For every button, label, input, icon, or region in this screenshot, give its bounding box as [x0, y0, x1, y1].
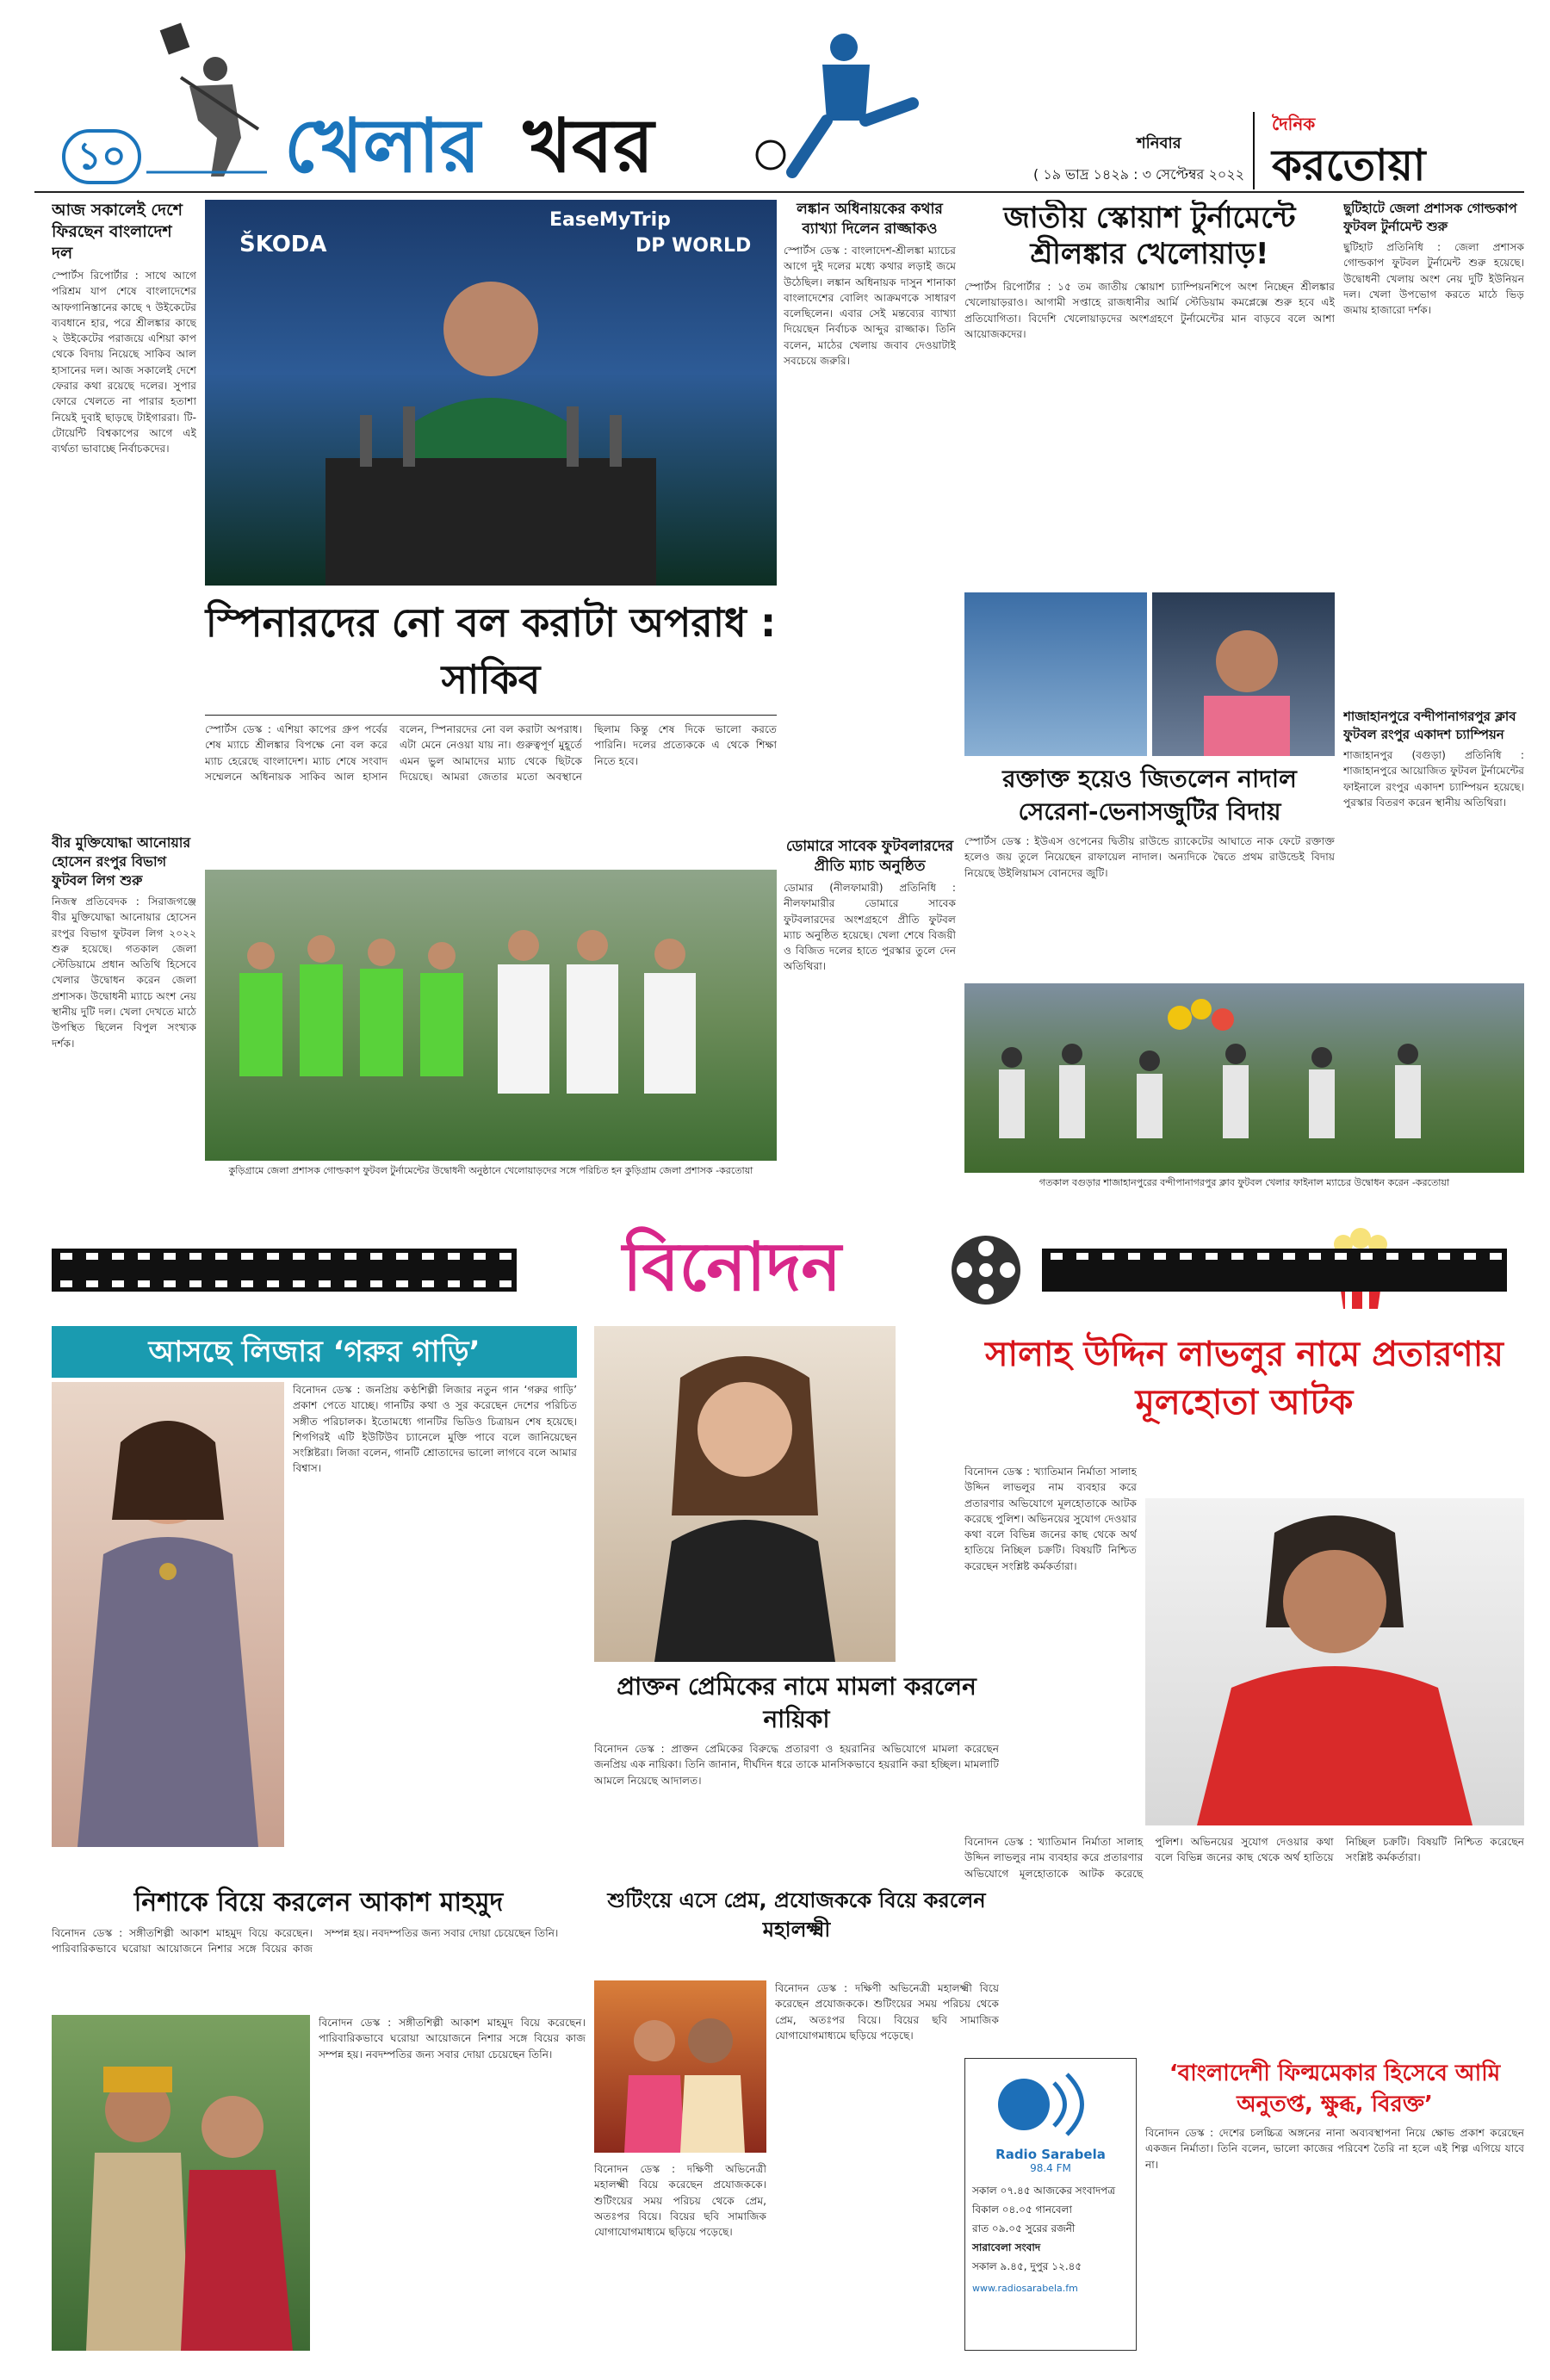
mahalakshmi-body-2: বিনোদন ডেস্ক : দক্ষিণী অভিনেত্রী মহালক্ষ্মী বিয়ে করেছেন প্রযোজককে। শুটিংয়ের সময় পরিচয় থেকে প্রেম, অতঃপর বিয়ে। বিয়ের ছবি সামাজিক যোগাযোগমাধ্যমে ছড়িয়ে পড়েছে।: [594, 2163, 766, 2239]
article-domar-match: ডোমারে সাবেক ফুটবলারদের প্রীতি ম্যাচ অনুষ্ঠিত ডোমার (নীলফামারী) প্রতিনিধি : নীলফামারীর ডোমারে সাবেক ফুটবলারদের অংশগ্রহণে প্রীতি ফুটবল ম্যাচ অনুষ্ঠিত হয়েছে। খেলা শেষে বিজয়ী ও বিজিত দলের হাতে পুরস্কার তুলে দেন অতিথিরা।: [784, 838, 956, 973]
article-filmmaker: ‘বাংলাদেশী ফিল্মমেকার হিসেবে আমি অনুতপ্ত, ক্ষুব্ধ, বিরক্ত’ বিনোদন ডেস্ক : দেশের চলচ্চিত্র অঙ্গনের নানা অব্যবস্থাপনা নিয়ে ক্ষোভ প্রকাশ করেছেন একজন নির্মাতা। তিনি বলেন, ভালো কাজের পরিবেশ তৈরি না হলে এই শিল্প এগিয়ে যাবে না।: [1145, 2061, 1524, 2171]
article-lankan-captain: লঙ্কান অধিনায়কের কথার ব্যাখ্যা দিলেন রাজ্জাকও স্পোর্টস ডেস্ক : বাংলাদেশ-শ্রীলঙ্কা ম্যাচের আগে দুই দলের মধ্যে কথার লড়াই জমে উঠেছিল। লঙ্কান অধিনায়ক দাসুন শানাকা বাংলাদেশের বোলিং আক্রমণকে সাধারণ বলেছিলেন। এবার সেই মন্তব্যের ব্যাখ্যা দিয়েছেন নির্বাচক আব্দুর রাজ্জাক। তিনি বলেন, মাঠের খেলায় জবাব দেওয়াটাই সবচেয়ে জরুরি।: [784, 201, 956, 368]
cricketer-illustration: [129, 17, 276, 181]
issue-day: শনিবার: [1137, 134, 1181, 152]
masthead: [0, 0, 1550, 194]
svg-text:EaseMyTrip: EaseMyTrip: [549, 209, 671, 231]
footballer-illustration: [741, 26, 930, 189]
main-headline: স্পিনারদের নো বল করাটা অপরাধ : সাকিব: [205, 599, 777, 703]
lovelu-photo: [1145, 1498, 1524, 1825]
newspaper-logo: দৈনিক করতোয়া: [1253, 112, 1520, 189]
page-number: ১০: [62, 129, 141, 184]
mahalakshmi-body: বিনোদন ডেস্ক : দক্ষিণী অভিনেত্রী মহালক্ষ্মী বিয়ে করেছেন প্রযোজককে। শুটিংয়ের সময় পরিচয় থেকে প্রেম, অতঃপর বিয়ে। বিয়ের ছবি সামাজিক যোগাযোগমাধ্যমে ছড়িয়ে পড়েছে।: [775, 1982, 999, 2042]
issue-date: ( ১৯ ভাদ্র ১৪২৯ : ৩ সেপ্টেম্বর ২০২২: [1033, 166, 1245, 183]
article-chutihat-goldcup: ছুটিহাটে জেলা প্রশাসক গোল্ডকাপ ফুটবল টুর্নামেন্ট শুরু ছুটিহাট প্রতিনিধি : জেলা প্রশাসক গোল্ডকাপ ফুটবল টুর্নামেন্ট শুরু হয়েছে। উদ্বোধনী খেলায় অংশ নেয় দুটি ইউনিয়ন দল। খেলা উপভোগ করতে মাঠে ভিড় জমায় হাজারো দর্শক।: [1343, 201, 1524, 317]
liza-body: বিনোদন ডেস্ক : জনপ্রিয় কণ্ঠশিল্পী লিজার নতুন গান ‘গরুর গাড়ি’ প্রকাশ পেতে যাচ্ছে। গানটির কথা ও সুর করেছেন দেশের পরিচিত সঙ্গীত পরিচালক। ইতোমধ্যে গানটির ভিডিও চিত্রায়ন শেষ হয়েছে। শিগগিরই এটি ইউটিউব চ্যানেলে মুক্তি পাবে বলে জানিয়েছেন সংশ্লিষ্টরা। লিজা বলেন, গানটি শ্রোতাদের ভালো লাগবে বলে আমার বিশ্বাস।: [293, 1384, 577, 1475]
article-akash-wedding: নিশাকে বিয়ে করলেন আকাশ মাহমুদ বিনোদন ডেস্ক : সঙ্গীতশিল্পী আকাশ মাহমুদ বিয়ে করেছেন। পারিবারিকভাবে ঘরোয়া আয়োজনে নিশার সঙ্গে বিয়ের কাজ সম্পন্ন হয়। নবদম্পতির জন্য সবার দোয়া চেয়েছেন তিনি।: [52, 1887, 559, 1955]
entertainment-banner: [34, 1223, 1524, 1317]
article-actress-case: প্রাক্তন প্রেমিকের নামে মামলা করলেন নায়িকা বিনোদন ডেস্ক : প্রাক্তন প্রেমিকের বিরুদ্ধে প্রতারণা ও হয়রানির অভিযোগে মামলা করেছেন জনপ্রিয় এক নায়িকা। তিনি জানান, দীর্ঘদিন ধরে তাকে মানসিকভাবে হয়রানি করা হচ্ছিল। মামলাটি আমলে নিয়েছে আদালত।: [594, 1672, 999, 1787]
liza-photo: [52, 1382, 284, 1847]
article-squash: জাতীয় স্কোয়াশ টুর্নামেন্টে শ্রীলঙ্কার খেলোয়াড়! স্পোর্টস রিপোর্টার : ১৫ তম জাতীয় স্কোয়াশ চ্যাম্পিয়নশিপে অংশ নিচ্ছেন শ্রীলঙ্কার খেলোয়াড়রাও। আগামী সপ্তাহে রাজধানীর আর্মি স্টেডিয়াম কমপ্লেক্সে শুরু হবে এই প্রতিযোগিতা। বিদেশি খেলোয়াড়দের অংশগ্রহণে টুর্নামেন্টের মান বাড়বে বলে আশা আয়োজকদের।: [964, 201, 1335, 340]
article-title: আজ সকালেই দেশে ফিরছেন বাংলাদেশ দল: [52, 201, 183, 263]
couple-graphic: [52, 2015, 310, 2351]
actress-photo: [594, 1326, 896, 1662]
article-lovelu: সালাহ উদ্দিন লাভলুর নামে প্রতারণায় মূলহোতা আটক: [985, 1335, 1504, 1422]
liza-headline-box: আসছে লিজার ‘গরুর গাড়ি’: [52, 1326, 577, 1378]
football-ceremony-photo: [205, 870, 777, 1161]
lovelu-body-2: বিনোদন ডেস্ক : খ্যাতিমান নির্মাতা সালাহ উদ্দিন লাভলুর নাম ব্যবহার করে প্রতারণার অভিযোগে মূলহোতাকে আটক করেছে পুলিশ। অভিনয়ের সুযোগ দেওয়ার কথা বলে বিভিন্ন জনের কাছ থেকে অর্থ হাতিয়ে নিচ্ছিল চক্রটি। বিষয়টি নিশ্চিত করেছেন সংশ্লিষ্ট কর্মকর্তারা।: [964, 1836, 1524, 1880]
nadal-photo-right: [1152, 592, 1335, 756]
section-title: খেলার খবর: [284, 103, 654, 189]
press-conference-graphic: [205, 200, 777, 586]
director-graphic: [1145, 1498, 1524, 1825]
entertainment-title: বিনোদন: [623, 1229, 841, 1306]
radio-url[interactable]: www.radiosarabela.fm: [972, 2283, 1078, 2294]
akash-body-cont: বিনোদন ডেস্ক : সঙ্গীতশিল্পী আকাশ মাহমুদ বিয়ে করেছেন। পারিবারিকভাবে ঘরোয়া আয়োজনে নিশার সঙ্গে বিয়ের কাজ সম্পন্ন হয়। নবদম্পতির জন্য সবার দোয়া চেয়েছেন তিনি।: [319, 2017, 586, 2061]
headline-rule: [205, 715, 777, 716]
film-reel-icon: [947, 1231, 1025, 1309]
article-team-return: [52, 200, 196, 827]
crowd-graphic: [964, 983, 1524, 1173]
main-article-body: স্পোর্টস ডেস্ক : এশিয়া কাপের গ্রুপ পর্বের শেষ ম্যাচে শ্রীলঙ্কার বিপক্ষে নো বল করে ম্যাচ হেরেছে বাংলাদেশ। ম্যাচ শেষে সংবাদ সম্মেলনে অধিনায়ক সাকিব আল হাসান বলেন, স্পিনারদের নো বল করাটা অপরাধ। এটা মেনে নেওয়া যায় না। গুরুত্বপূর্ণ মুহূর্তে এমন ভুল আমাদের ম্যাচ থেকে ছিটকে দিয়েছে। আমরা জেতার মতো অবস্থানে ছিলাম কিন্তু শেষ দিকে ভালো করতে পারিনি। দলের প্রত্যেককে এ থেকে শিক্ষা নিতে হবে।: [205, 723, 777, 783]
film-strip-left: [52, 1249, 517, 1292]
svg-text:DP WORLD: DP WORLD: [636, 235, 752, 257]
article-shajahanpur-final: শাজাহানপুরে বন্দীপানাগরপুর ক্লাব ফুটবল রংপুর একাদশ চ্যাম্পিয়ন শাজাহানপুর (বগুড়া) প্রতিনিধি : শাজাহানপুরে আয়োজিত ফুটবল টুর্নামেন্টের ফাইনালে রংপুর একাদশ চ্যাম্পিয়ন হয়েছে। পুরস্কার বিতরণ করেন স্থানীয় অতিথিরা।: [1343, 709, 1524, 809]
akash-wedding-photo: [52, 2015, 310, 2351]
nadal-photo-left: [964, 592, 1147, 756]
article-mahalakshmi: শুটিংয়ে এসে প্রেম, প্রযোজককে বিয়ে করলেন মহালক্ষ্মী: [607, 1888, 986, 1942]
article-rangpur-league: বীর মুক্তিযোদ্ধা আনোয়ার হোসেন রংপুর বিভাগ ফুটবল লিগ শুরু নিজস্ব প্রতিবেদক : সিরাজগঞ্জে বীর মুক্তিযোদ্ধা আনোয়ার হোসেন রংপুর বিভাগ ফুটবল লিগ ২০২২ শুরু হয়েছে। গতকাল জেলা স্টেডিয়ামে প্রধান অতিথি হিসেবে খেলার উদ্বোধন করেন জেলা প্রশাসক। উদ্বোধনী ম্যাচে অংশ নেয় স্থানীয় দুটি দল। খেলা দেখতে মাঠে উপস্থিত ছিলেন বিপুল সংখ্যক দর্শক।: [52, 834, 196, 1050]
article-body: স্পোর্টস রিপোর্টার : সাথে আগে পরিশ্রম যাপ শেষে বাংলাদেশের আফগানিস্তানের কাছে ৭ উইকেটের ব্যবধানে হার, পরে শ্রীলঙ্কার কাছে ২ উইকেটের পরাজয়ে এশিয়া কাপ থেকে বিদায় নিয়েছে সাকিব আল হাসানের দল। আজ সকালেই দেশে ফেরার কথা রয়েছে দলের। সুপার ফোরে খেলতে না পারার হতাশা নিয়েই দুবাই ছাড়ছে টাইগাররা। টি-টোয়েন্টি বিশ্বকাপের আগে এই ব্যর্থতা ভাবাচ্ছে নির্বাচকদের।: [52, 270, 196, 456]
player-graphic: [1152, 592, 1335, 756]
sakib-press-photo: [205, 200, 777, 586]
actress-graphic: [594, 1326, 896, 1662]
radio-sarabela-ad: Radio Sarabela 98.4 FM সকাল ০৭.৪৫ আজকের সংবাদপত্র বিকাল ০৪.০৫ গানবেলা রাত ০৯.০৫ সুরের রজনী সারাবেলা সংবাদ সকাল ৯.৪৫, দুপুর ১২.৪৫ www.radiosarabela.fm: [964, 2058, 1137, 2351]
singer-graphic: [52, 1382, 284, 1847]
svg-text:ŠKODA: ŠKODA: [239, 232, 327, 257]
radio-logo-icon: [972, 2066, 1127, 2143]
masthead-rule: [34, 191, 1524, 193]
photo-caption-2: গতকাল বগুড়ার শাজাহানপুরের বন্দীপানাগরপুর ক্লাব ফুটবল খেলার ফাইনাল ম্যাচের উদ্বোধন করেন -করতোয়া: [1038, 1177, 1450, 1188]
football-final-photo: [964, 983, 1524, 1173]
handshake-graphic: [205, 870, 777, 1161]
lovelu-body-1: বিনোদন ডেস্ক : খ্যাতিমান নির্মাতা সালাহ উদ্দিন লাভলুর নাম ব্যবহার করে প্রতারণার অভিযোগে মূলহোতাকে আটক করেছে পুলিশ। অভিনয়ের সুযোগ দেওয়ার কথা বলে বিভিন্ন জনের কাছ থেকে অর্থ হাতিয়ে নিচ্ছিল চক্রটি। বিষয়টি নিশ্চিত করেছেন সংশ্লিষ্ট কর্মকর্তারা।: [964, 1466, 1137, 1572]
wedding-graphic: [594, 1980, 766, 2153]
article-nadal: রক্তাক্ত হয়েও জিতলেন নাদাল সেরেনা-ভেনাসজুটির বিদায় স্পোর্টস ডেস্ক : ইউএস ওপেনের দ্বিতীয় রাউন্ডে র‌্যাকেটের আঘাতে নাক ফেটে রক্তাক্ত হলেও জয় তুলে নিয়েছেন রাফায়েল নাদাল। অন্যদিকে দ্বৈতে প্রথম রাউন্ডেই বিদায় নিয়েছে উইলিয়ামস বোনদের জুটি।: [964, 765, 1335, 879]
mahalakshmi-photo: [594, 1980, 766, 2153]
photo-caption-1: কুড়িগ্রামে জেলা প্রশাসক গোল্ডকাপ ফুটবল টুর্নামেন্টের উদ্বোধনী অনুষ্ঠানে খেলোয়াড়দের সঙ্গে পরিচিত হন কুড়িগ্রাম জেলা প্রশাসক -করতোয়া: [228, 1165, 753, 1176]
film-strip-right: [1042, 1249, 1507, 1292]
